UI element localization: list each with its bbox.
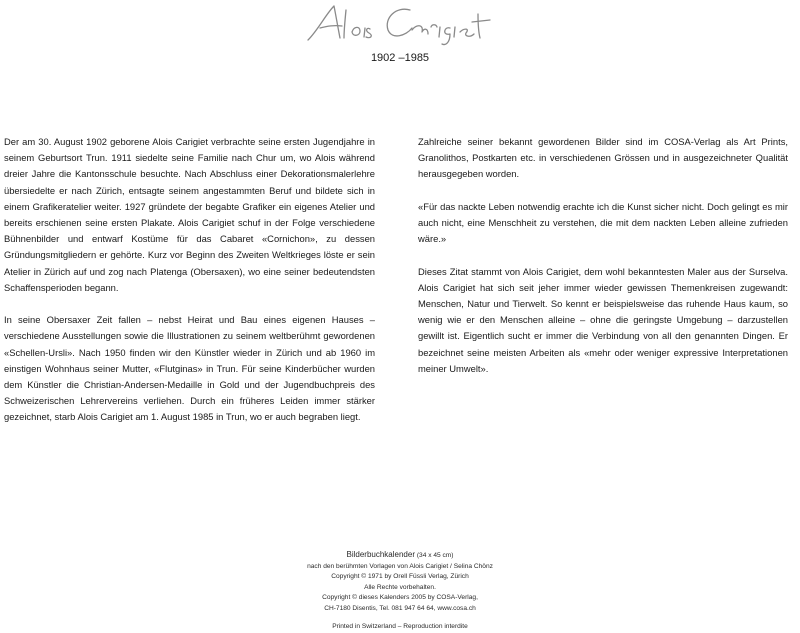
colophon-line-5: Copyright © dieses Kalenders 2005 by COSA-Verlag, bbox=[322, 594, 478, 601]
colophon-size: (34 x 45 cm) bbox=[416, 552, 454, 559]
colophon-line-2: nach den berühmten Vorlagen von Alois Carigiet / Selina Chönz bbox=[307, 562, 493, 570]
bio-paragraph-2: In seine Obersaxer Zeit fallen – nebst Heirat und Bau eines eigenen Hauses – verschiedene Ausstellungen sowie die Illustrationen zu seinem weltberühmt gewordenen «Schellen-Ursli». Nach 1950 finden wir den Künstler wieder in Zürich und ab 1960 im einstigen Wohnhaus seiner Mutter, «Flutginas» in Trun. Für seine Kinderbücher wurden dem Künstler die Christian-Andersen-Medaille in Gold und der Jugendbuchpreis des Schweizerischen Lehrervereins verliehen. Durch ein früheres Leiden immer stärker gezeichnet, starb Alois Carigiet am 1. August 1985 in Trun, wo er auch begraben liegt. bbox=[4, 314, 375, 423]
right-column bbox=[418, 134, 788, 393]
prints-paragraph: Zahlreiche seiner bekannt gewordenen Bilder sind im COSA-Verlag als Art Prints, Granolithos, Postkarten etc. in verschiedenen Grössen und in ausgezeichneter Qualität herausgegeben worden. bbox=[418, 136, 788, 180]
colophon bbox=[0, 550, 800, 633]
bio-paragraph-1: Der am 30. August 1902 geborene Alois Carigiet verbrachte seine ersten Jugendjahre in seinem Geburtsort Trun. 1911 siedelte seine Familie nach Chur um, wo Alois während dreier Jahre die Kantonsschule besuchte. Nach Abschluss einer Dekorationsmalerlehre übersiedelte er nach Zürich, entsagte seinem angestammten Beruf und bildete sich in einem Grafikeratelier weiter. 1927 gründete der begabte Grafiker ein eigenes Atelier und bereits erschienen seine ersten Plakate. Alois Carigiet schuf in der Folge verschiedene Bühnenbilder und entwarf Kostüme für das Cabaret «Cornichon», zu dessen Gründungsmitgliedern er gehörte. Kurz vor Beginn des Zweiten Weltkrieges löste er sein Atelier in Zürich auf und zog nach Platenga (Obersaxen), wo eine seiner bedeutendsten Schaffensperioden begann. bbox=[4, 136, 375, 293]
colophon-line-4: Alle Rechte vorbehalten. bbox=[364, 583, 436, 591]
colophon-title: Bilderbuchkalender bbox=[346, 550, 415, 559]
colophon-title-line bbox=[0, 550, 800, 562]
years: 1902 –1985 bbox=[370, 52, 430, 64]
description-paragraph: Dieses Zitat stammt von Alois Carigiet, dem wohl bekanntesten Maler aus der Surselva. Alois Carigiet hat sich seit jeher immer wieder gewissen Themenkreisen zugewandt: Menschen, Natur und Tierwelt. So kennt er beispielsweise das ruhende Haus kaum, so wenig wie er den Menschen alleine – ohne die geringste Umgebung – darzustellen gewillt ist. Eigentlich sucht er immer die Verbindung von all den genannten Dingen. Er bezeichnet seine meisten Arbeiten als «mehr oder weniger expressive Interpretationen meiner Umwelt». bbox=[418, 265, 788, 374]
signature-image bbox=[300, 0, 500, 48]
left-column bbox=[4, 134, 375, 442]
quote-paragraph: «Für das nackte Leben notwendig erachte ich die Kunst sicher nicht. Doch gelingt es mir auch nicht, eine Menschheit zu verstehen, die mit dem nackten Leben alleine zufrieden wäre.» bbox=[418, 200, 788, 245]
printed-in-line: Printed in Switzerland – Reproduction interdite bbox=[332, 623, 468, 630]
colophon-line-6: CH-7180 Disentis, Tel. 081 947 64 64, www.cosa.ch bbox=[324, 604, 476, 612]
colophon-line-3: Copyright © 1971 by Orell Füssli Verlag, Zürich bbox=[331, 573, 469, 580]
